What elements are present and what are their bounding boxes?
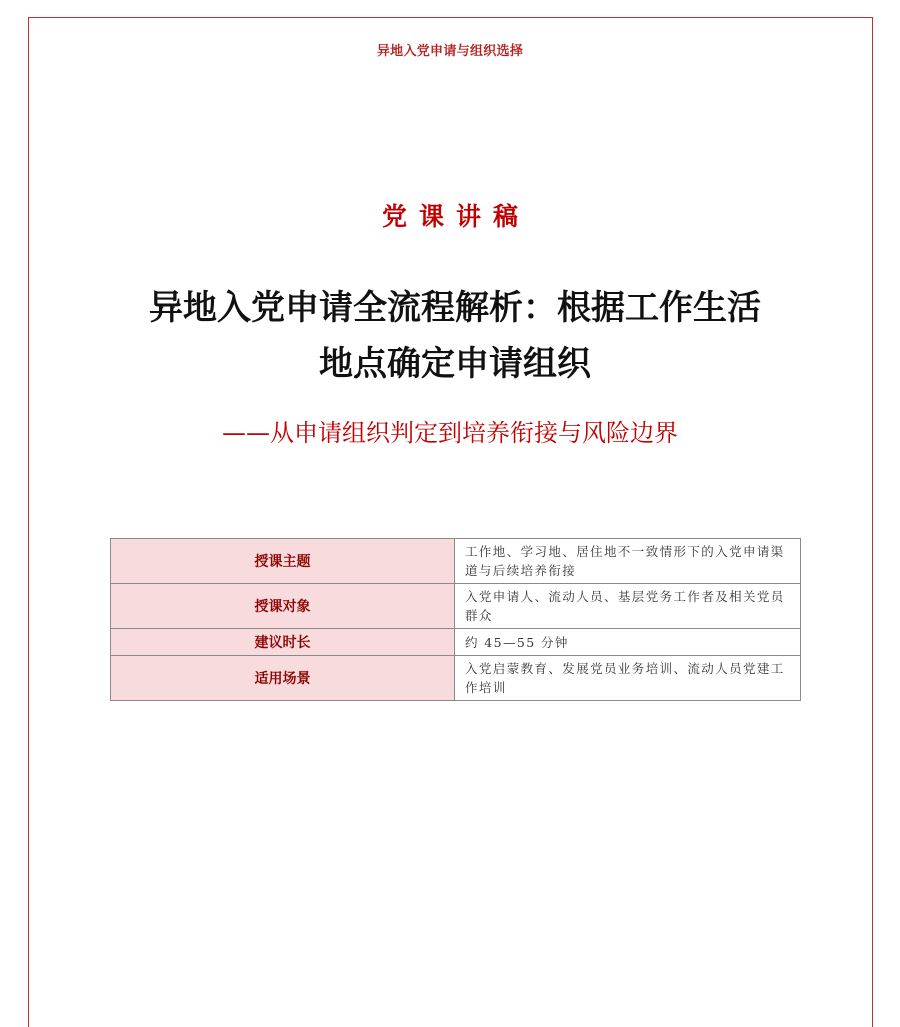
row-value: 入党申请人、流动人员、基层党务工作者及相关党员群众 <box>455 584 801 629</box>
main-title <box>60 280 850 392</box>
document-type-label: 党课讲稿 <box>381 202 530 231</box>
row-label: 建议时长 <box>111 629 455 656</box>
table-row <box>111 539 801 584</box>
table-row <box>111 629 801 656</box>
course-info-table <box>110 538 801 701</box>
table-row <box>111 584 801 629</box>
table-row <box>111 656 801 701</box>
subtitle: ——从申请组织判定到培养衔接与风险边界 <box>222 419 678 447</box>
running-header: 异地入党申请与组织选择 <box>376 44 524 59</box>
row-value: 入党启蒙教育、发展党员业务培训、流动人员党建工作培训 <box>455 656 801 701</box>
row-label: 授课对象 <box>111 584 455 629</box>
row-label: 授课主题 <box>111 539 455 584</box>
row-value: 约 45—55 分钟 <box>455 629 801 656</box>
row-value: 工作地、学习地、居住地不一致情形下的入党申请渠道与后续培养衔接 <box>455 539 801 584</box>
main-title-line-2: 地点确定申请组织 <box>319 344 591 384</box>
main-title-line-1: 异地入党申请全流程解析：根据工作生活 <box>149 288 761 328</box>
page-border-frame <box>28 17 873 1027</box>
row-label: 适用场景 <box>111 656 455 701</box>
